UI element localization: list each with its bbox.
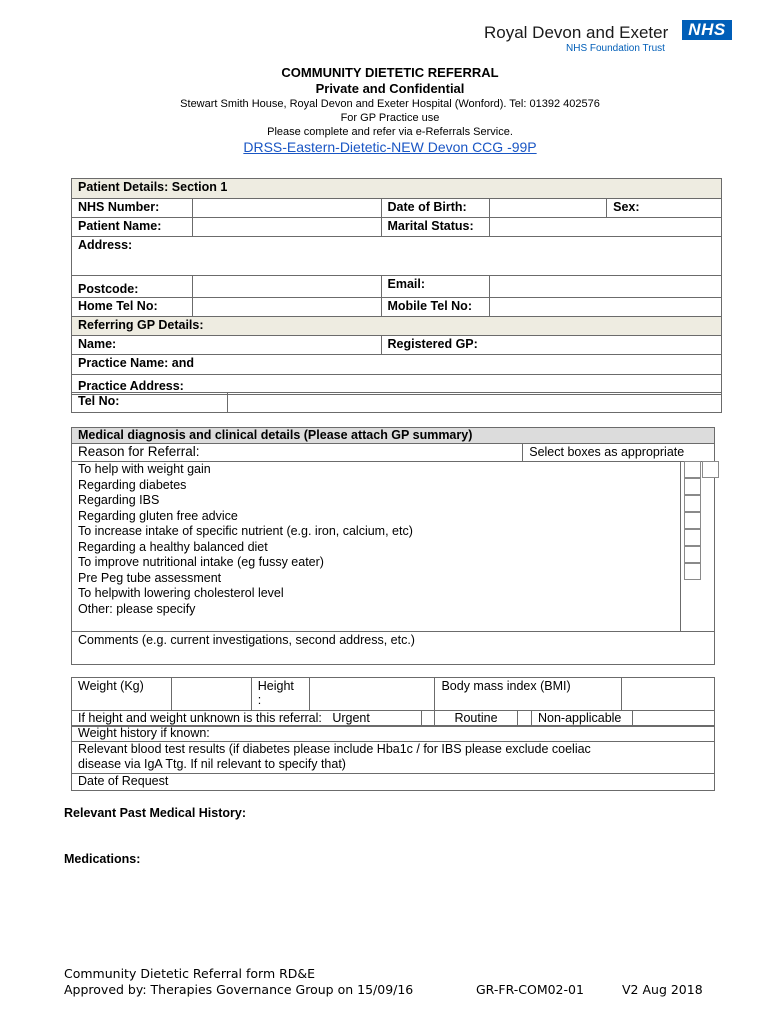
reason-item: To improve nutritional intake (eg fussy eater) — [78, 555, 324, 569]
height-field[interactable] — [309, 678, 435, 711]
registered-gp-label[interactable]: Registered GP: — [381, 336, 722, 355]
tel-no-table — [71, 392, 722, 413]
reason-checkbox[interactable] — [684, 512, 701, 529]
blood-tests-line1: Relevant blood test results (if diabetes please include Hba1c / for IBS please exclude coeliac — [78, 742, 591, 756]
postcode-label: Postcode: — [72, 276, 193, 298]
blood-tests-line2: disease via IgA Ttg. If nil relevant to specify that) — [78, 757, 346, 771]
patient-name-label: Patient Name: — [72, 218, 193, 237]
sex-label: Sex: — [607, 199, 722, 218]
dob-field[interactable] — [490, 199, 607, 218]
reason-item: To increase intake of specific nutrient (e.g. iron, calcium, etc) — [78, 524, 413, 538]
routine-label: Routine — [435, 711, 518, 727]
reason-item: Pre Peg tube assessment — [78, 570, 222, 585]
reason-label: Reason for Referral: — [72, 444, 523, 462]
reason-checkbox[interactable] — [684, 563, 701, 580]
practice-address-label[interactable]: Practice Address: — [72, 375, 722, 395]
gp-details-heading: Referring GP Details: — [72, 317, 722, 336]
footer-version: V2 Aug 2018 — [622, 982, 703, 997]
reason-list — [72, 462, 681, 632]
marital-status-label: Marital Status: — [381, 218, 490, 237]
patient-details-table — [71, 178, 722, 395]
past-history-label: Relevant Past Medical History: — [64, 806, 247, 820]
home-tel-label: Home Tel No: — [72, 298, 193, 317]
nhs-number-label: NHS Number: — [72, 199, 193, 218]
weight-field[interactable] — [171, 678, 251, 711]
select-instruction: Select boxes as appropriate — [523, 444, 715, 462]
reason-checkbox[interactable] — [702, 461, 719, 478]
medical-details-table — [71, 427, 715, 665]
reason-item: To help with weight gain — [78, 462, 211, 476]
reason-checkbox[interactable] — [684, 478, 701, 495]
section1-heading: Patient Details: Section 1 — [72, 179, 722, 199]
reason-checkbox[interactable] — [684, 461, 701, 478]
home-tel-field[interactable] — [192, 298, 381, 317]
weight-label: Weight (Kg) — [72, 678, 172, 711]
mobile-tel-label: Mobile Tel No: — [381, 298, 490, 317]
gp-use-note: For GP Practice use — [340, 112, 440, 124]
postcode-field[interactable] — [192, 276, 381, 298]
bmi-label: Body mass index (BMI) — [435, 678, 622, 711]
marital-status-field[interactable] — [490, 218, 722, 237]
patient-name-field[interactable] — [192, 218, 381, 237]
address-label[interactable]: Address: — [72, 237, 722, 276]
history-table — [71, 725, 715, 791]
footer-form-name: Community Dietetic Referral form RD&E — [64, 966, 316, 981]
nhs-logo: NHS — [682, 20, 732, 40]
referral-link[interactable]: DRSS-Eastern-Dietetic-NEW Devon CCG -99P — [243, 139, 537, 155]
tel-no-field[interactable] — [228, 393, 722, 413]
reason-checkbox[interactable] — [684, 546, 701, 563]
reason-checkbox[interactable] — [684, 495, 701, 512]
bmi-field[interactable] — [622, 678, 715, 711]
org-trust: NHS Foundation Trust — [566, 43, 665, 54]
practice-name-label[interactable]: Practice Name: and — [72, 355, 722, 375]
measurements-table — [71, 677, 715, 711]
org-name: Royal Devon and Exeter — [484, 23, 669, 42]
reason-item: Regarding diabetes — [78, 477, 187, 492]
reason-checkbox[interactable] — [684, 529, 701, 546]
dob-label: Date of Birth: — [381, 199, 490, 218]
email-field[interactable] — [490, 276, 722, 298]
form-title: COMMUNITY DIETETIC REFERRAL — [281, 65, 499, 80]
height-label-text: Height — [257, 679, 294, 693]
gp-name-label[interactable]: Name: — [72, 336, 382, 355]
mobile-tel-field[interactable] — [490, 298, 722, 317]
nhs-number-field[interactable] — [192, 199, 381, 218]
reason-item: Regarding gluten free advice — [78, 508, 238, 523]
comments-field[interactable]: Comments (e.g. current investigations, second address, etc.) — [72, 632, 715, 665]
weight-history-field[interactable]: Weight history if known: — [72, 726, 715, 742]
reason-item: Other: please specify — [78, 601, 196, 616]
reason-item: Regarding a healthy balanced diet — [78, 539, 268, 554]
urgent-label: Urgent — [332, 711, 370, 725]
height-colon: : — [257, 693, 262, 707]
reason-item: Regarding IBS — [78, 493, 160, 507]
reason-item: To helpwith lowering cholesterol level — [78, 586, 284, 600]
footer-approved: Approved by: Therapies Governance Group on 15/09/16 — [64, 982, 414, 997]
medications-label: Medications: — [64, 852, 141, 866]
footer-code: GR-FR-COM02-01 — [476, 982, 584, 997]
instructions: Please complete and refer via e-Referrals Service. — [267, 126, 513, 138]
non-applicable-label: Non-applicable — [532, 711, 633, 727]
unknown-text: If height and weight unknown is this referral: — [78, 711, 322, 725]
tel-no-label: Tel No: — [72, 393, 228, 413]
email-label: Email: — [381, 276, 490, 298]
height-label — [251, 678, 309, 711]
service-address: Stewart Smith House, Royal Devon and Exeter Hospital (Wonford). Tel: 01392 402576 — [180, 98, 600, 110]
date-of-request-field[interactable]: Date of Request — [72, 774, 715, 791]
form-subtitle: Private and Confidential — [315, 81, 465, 96]
blood-tests-field[interactable] — [72, 742, 715, 774]
section2-heading: Medical diagnosis and clinical details (Please attach GP summary) — [72, 428, 715, 444]
